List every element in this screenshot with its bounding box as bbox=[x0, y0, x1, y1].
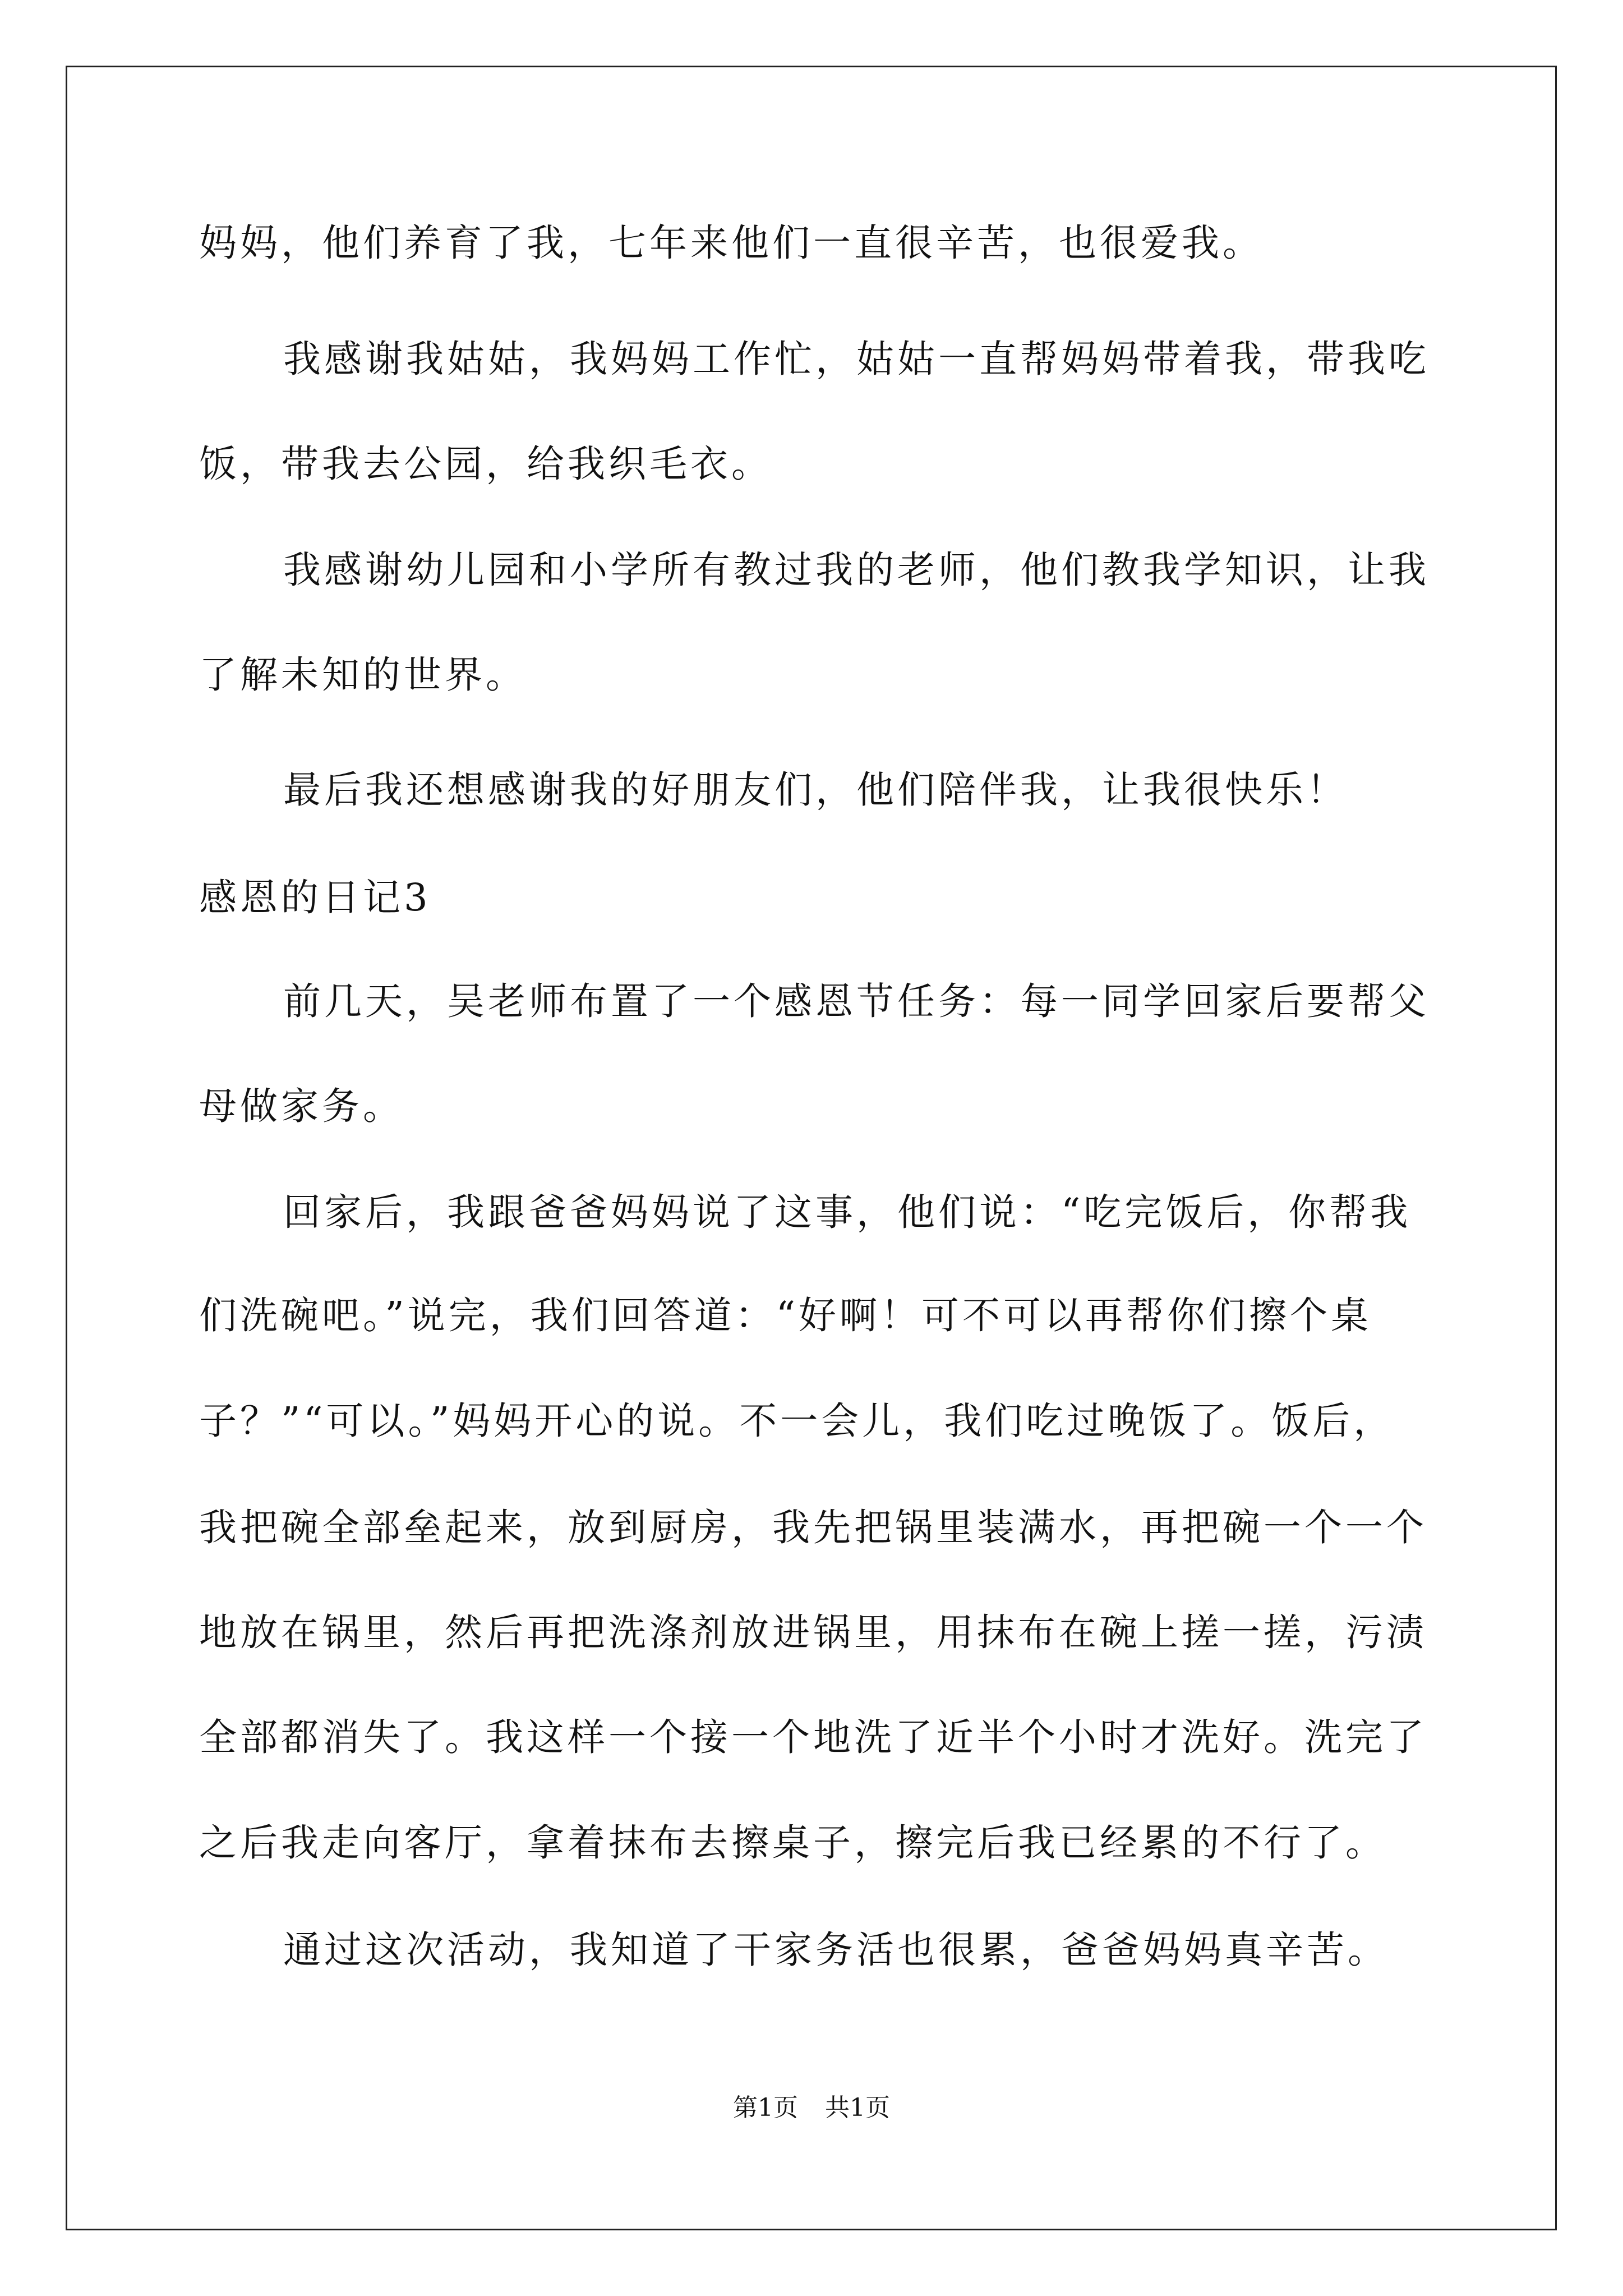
text-line: 回家后，我跟爸爸妈妈说了这事，他们说：“吃完饭后，你帮我 bbox=[283, 1190, 1412, 1234]
text-line: 前几天，吴老师布置了一个感恩节任务：每一同学回家后要帮父 bbox=[283, 979, 1430, 1023]
text-line: 地放在锅里，然后再把洗涤剂放进锅里，用抹布在碗上搓一搓，污渍 bbox=[199, 1611, 1427, 1654]
page-number: 第1页 bbox=[733, 2093, 798, 2122]
text-line: 我感谢我姑姑，我妈妈工作忙，姑姑一直帮妈妈带着我，带我吃 bbox=[283, 337, 1430, 381]
text-line: 子？”“可以。”妈妈开心的说。不一会儿，我们吃过晚饭了。饭后， bbox=[199, 1399, 1395, 1443]
page-footer bbox=[0, 2092, 1623, 2124]
text-line: 妈妈，他们养育了我，七年来他们一直很辛苦，也很爱我。 bbox=[199, 221, 1264, 265]
page-total: 共1页 bbox=[825, 2093, 890, 2122]
text-line: 们洗碗吧。”说完，我们回答道：“好啊！可不可以再帮你们擦个桌 bbox=[199, 1294, 1372, 1337]
page-border bbox=[66, 66, 1557, 2230]
text-line: 最后我还想感谢我的好朋友们，他们陪伴我，让我很快乐！ bbox=[283, 768, 1348, 812]
text-line: 母做家务。 bbox=[199, 1084, 404, 1128]
text-line: 我把碗全部垒起来，放到厨房，我先把锅里装满水，再把碗一个一个 bbox=[199, 1506, 1427, 1549]
text-line: 通过这次活动，我知道了干家务活也很累，爸爸妈妈真辛苦。 bbox=[283, 1928, 1389, 1972]
text-line: 饭，带我去公园，给我织毛衣。 bbox=[199, 442, 772, 486]
text-line: 之后我走向客厅，拿着抹布去擦桌子，擦完后我已经累的不行了。 bbox=[199, 1821, 1386, 1865]
text-line: 全部都消失了。我这样一个接一个地洗了近半个小时才洗好。洗完了 bbox=[199, 1715, 1427, 1759]
section-heading: 感恩的日记3 bbox=[199, 876, 431, 919]
text-line: 我感谢幼儿园和小学所有教过我的老师，他们教我学知识，让我 bbox=[283, 548, 1430, 592]
text-line: 了解未知的世界。 bbox=[199, 653, 527, 697]
